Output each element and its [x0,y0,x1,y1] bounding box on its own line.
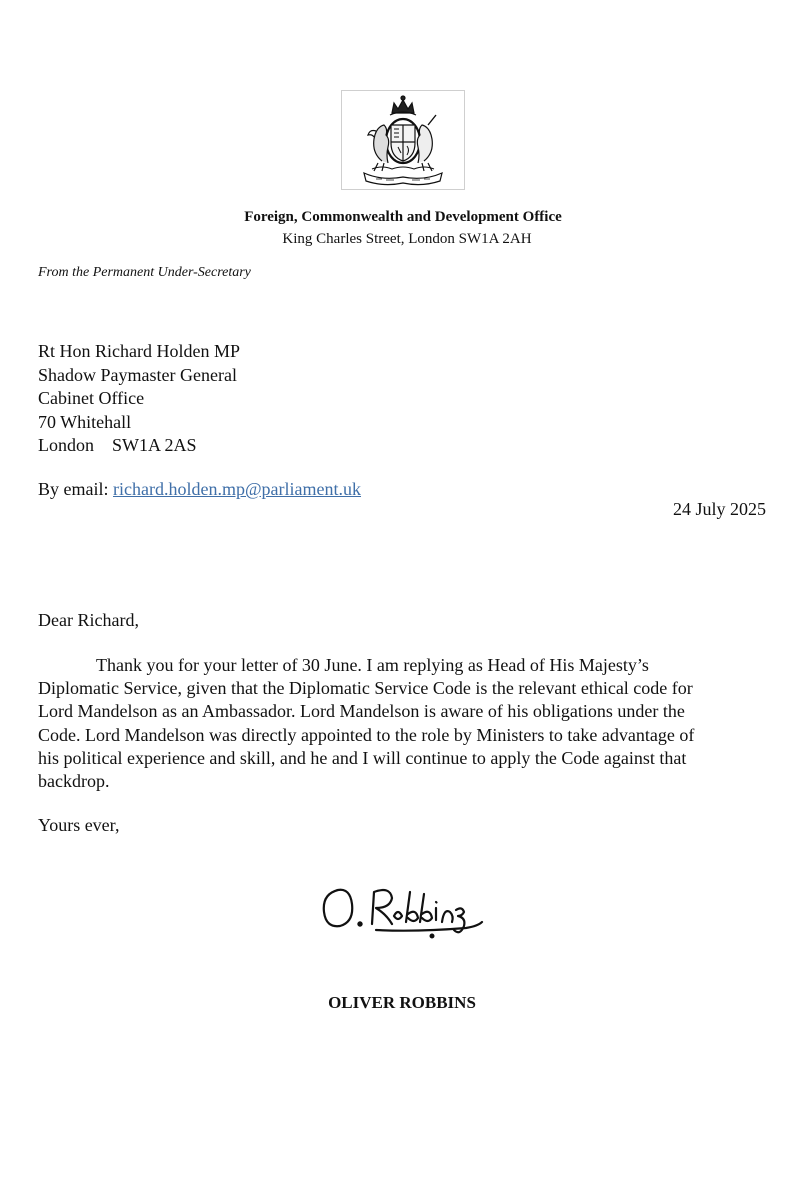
royal-coat-of-arms-icon [341,90,465,190]
recipient-line: Rt Hon Richard Holden MP [38,341,240,361]
body-line: Thank you for your letter of 30 June. I am replying as Head of His Majesty’s [96,655,649,675]
organisation-name: Foreign, Commonwealth and Development Office [244,209,562,225]
body-line: Code. Lord Mandelson was directly appointed to the role by Ministers to take advantage of [38,724,695,745]
body-paragraph [38,654,764,793]
recipient-address-block [38,340,240,458]
closing: Yours ever, [38,815,120,835]
organisation-address: King Charles Street, London SW1A 2AH [282,231,532,247]
letter-date: 24 July 2025 [672,499,766,519]
salutation: Dear Richard, [38,610,139,630]
email-link[interactable]: richard.holden.mp@parliament.uk [113,479,362,499]
signatory-name: OLIVER ROBBINS [328,993,476,1012]
email-prefix: By email: [38,479,113,499]
body-line: backdrop. [38,771,110,792]
handwritten-signature [316,870,492,950]
email-line [38,478,361,501]
recipient-line: 70 Whitehall [38,411,132,432]
body-line: Diplomatic Service, given that the Diplomatic Service Code is the relevant ethical code for [38,678,693,699]
from-line: From the Permanent Under-Secretary [38,265,251,280]
body-line: Lord Mandelson as an Ambassador. Lord Mandelson is aware of his obligations under the [38,701,685,722]
recipient-line: Cabinet Office [38,388,145,408]
recipient-line: Shadow Paymaster General [38,364,237,385]
body-line: his political experience and skill, and he and I will continue to apply the Code against that [38,747,687,768]
recipient-line: London SW1A 2AS [38,435,197,455]
